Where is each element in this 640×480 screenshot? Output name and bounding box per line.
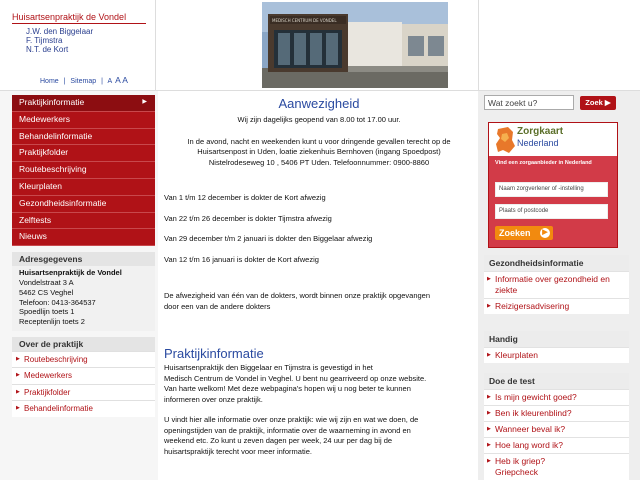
menu-item-medewerkers[interactable]: Medewerkers bbox=[12, 112, 155, 129]
menu-item-nieuws[interactable]: Nieuws bbox=[12, 229, 155, 246]
doctor-name: N.T. de Kort bbox=[26, 45, 69, 54]
test-item[interactable]: ▶ Wanneer beval ik? bbox=[484, 421, 629, 437]
main-content bbox=[164, 95, 474, 457]
sitemap-link[interactable]: Sitemap bbox=[70, 78, 97, 85]
netherlands-map-icon bbox=[494, 126, 516, 154]
intro-text: Van harte welkom! Met deze webpagina's hopen wij u nog beter te kunnen bbox=[164, 384, 411, 393]
home-link[interactable]: Home bbox=[40, 78, 59, 85]
bullet-icon: ▶ bbox=[487, 352, 491, 358]
menu-item-praktijkfolder[interactable]: Praktijkfolder bbox=[12, 145, 155, 162]
practice-name: Huisartsenpraktijk de Vondel bbox=[12, 12, 146, 24]
over-item-behandelinformatie[interactable]: ▶ Behandelinformatie bbox=[12, 400, 155, 416]
building-photo bbox=[262, 2, 448, 88]
bullet-icon: ▶ bbox=[16, 355, 20, 362]
absence-line: Van 22 t/m 26 december is dokter Tijmstra afwezig bbox=[164, 213, 332, 223]
chevron-right-icon: ▶ bbox=[604, 98, 611, 107]
handig-item[interactable]: ▶ Kleurplaten bbox=[484, 347, 629, 363]
test-item[interactable]: ▶ Is mijn gewicht goed? bbox=[484, 389, 629, 405]
header-divider bbox=[155, 0, 156, 90]
zorgkaart-widget bbox=[488, 122, 618, 248]
info-text: openingstijden van de praktijk, informatie over de waarneming in avond en bbox=[164, 425, 411, 435]
menu-item-kleurplaten[interactable]: Kleurplaten bbox=[12, 179, 155, 196]
practice-logo[interactable] bbox=[12, 12, 146, 68]
bullet-icon: ▶ bbox=[487, 410, 491, 416]
bullet-icon: ▶ bbox=[487, 303, 491, 309]
right-column bbox=[484, 95, 629, 477]
doctor-name: F. Tijmstra bbox=[26, 36, 63, 45]
bullet-icon: ▶ bbox=[487, 276, 491, 282]
bullet-icon: ▶ bbox=[487, 458, 491, 464]
menu-item-gezondheidsinformatie[interactable]: Gezondheidsinformatie bbox=[12, 196, 155, 213]
test-box bbox=[484, 373, 629, 480]
address-title: Adresgegevens bbox=[12, 252, 155, 266]
test-item[interactable]: ▶ Ben ik kleurenblind? bbox=[484, 405, 629, 421]
chevron-right-icon: ▶ bbox=[142, 99, 147, 105]
main-menu bbox=[12, 95, 155, 246]
bullet-icon: ▶ bbox=[16, 405, 20, 412]
site-header bbox=[0, 0, 640, 91]
text-size-large[interactable]: A A bbox=[115, 75, 128, 85]
over-item-routebeschrijving[interactable]: ▶ Routebeschrijving bbox=[12, 351, 155, 367]
info-text: weekend etc. Zo kunt u zeven dagen per week, 24 uur per dag bij de bbox=[164, 436, 393, 445]
over-item-medewerkers[interactable]: ▶ Medewerkers bbox=[12, 367, 155, 383]
photo-sign: MEDISCH CENTRUM DE VONDEL bbox=[272, 18, 337, 23]
gezondheid-title: Gezondheidsinformatie bbox=[484, 255, 629, 271]
header-divider bbox=[478, 0, 479, 90]
absence-line: Van 1 t/m 12 december is dokter de Kort afwezig bbox=[164, 193, 326, 202]
evening-line: Huisartsenpost in Uden, loatie ziekenhuis Bernhoven (ingang Spoedpost) bbox=[197, 147, 441, 156]
zoeken-button[interactable]: Zoeken ▶ bbox=[495, 226, 553, 240]
bullet-icon: ▶ bbox=[16, 388, 20, 395]
test-item[interactable]: ▶ Heb ik griep? Griepcheck bbox=[484, 453, 629, 480]
info-text: U vindt hier alle informatie over onze praktijk: wie wij zijn en wat we doen, de bbox=[164, 415, 419, 424]
menu-item-routebeschrijving[interactable]: Routebeschrijving bbox=[12, 162, 155, 179]
handig-title: Handig bbox=[484, 331, 629, 347]
over-praktijk-title: Over de praktijk bbox=[12, 337, 155, 351]
handig-box bbox=[484, 331, 629, 363]
absence-note: De afwezigheid van één van de dokters, wordt binnen onze praktijk opgevangen bbox=[164, 291, 431, 300]
section-title: Praktijkinformatie bbox=[164, 346, 264, 361]
menu-item-praktijkinformatie[interactable]: Praktijkinformatie ▶ bbox=[12, 95, 155, 112]
test-title: Doe de test bbox=[484, 373, 629, 389]
absence-line: Van 12 t/m 16 januari is dokter de Kort afwezig bbox=[164, 254, 319, 264]
intro-text: Medisch Centrum de Vondel in Veghel. U bent nu gearriveerd op onze website. bbox=[164, 373, 427, 383]
gezondheid-box bbox=[484, 255, 629, 314]
intro-text: informeren over onze praktijk. bbox=[164, 394, 263, 404]
absence-line: Van 29 december t/m 2 januari is dokter den Biggelaar afwezig bbox=[164, 234, 373, 243]
search-button[interactable]: Zoek ▶ bbox=[580, 96, 616, 110]
test-item[interactable]: ▶ Hoe lang word ik? bbox=[484, 437, 629, 453]
zorgkaart-logo[interactable]: Zorgkaart Nederland bbox=[489, 123, 617, 156]
bullet-icon: ▶ bbox=[487, 442, 491, 448]
bullet-icon: ▶ bbox=[16, 372, 20, 379]
zorgverlener-input[interactable]: Naam zorgverlener of -instelling bbox=[495, 182, 608, 197]
evening-line: Nistelrodeseweg 10 , 5406 PT Uden. Telefoonnummer: 0900-8860 bbox=[208, 157, 430, 167]
absence-note: door een van de andere dokters bbox=[164, 301, 271, 311]
gezondheid-item[interactable]: ▶ Reizigersadvisering bbox=[484, 298, 629, 314]
arrow-right-icon: ▶ bbox=[540, 228, 550, 238]
zorgkaart-description: Vind een zorgaanbieder in Nederland bbox=[495, 160, 592, 166]
doctor-name: J.W. den Biggelaar bbox=[26, 27, 94, 36]
postcode-input[interactable]: Plaats of postcode bbox=[495, 204, 608, 219]
menu-item-behandelinformatie[interactable]: Behandelinformatie bbox=[12, 129, 155, 146]
menu-item-zelftests[interactable]: Zelftests bbox=[12, 213, 155, 230]
evening-line: In de avond, nacht en weekenden kunt u voor dringende gevallen terecht op de bbox=[187, 136, 451, 146]
address-lines: Huisartsenpraktijk de Vondel Vondelstraat 3 A 5462 CS Veghel Telefoon: 0413-364537 Spoedlijn toets 1 Receptenlijn toets 2 bbox=[19, 268, 122, 327]
search-input[interactable]: Wat zoekt u? bbox=[484, 95, 574, 110]
address-box bbox=[12, 252, 155, 331]
info-text: huisartspraktijk terecht voor meer informatie. bbox=[164, 446, 312, 456]
gezondheid-item[interactable]: ▶ Informatie over gezondheid en ziekte bbox=[484, 271, 629, 298]
text-size-small[interactable]: A bbox=[107, 78, 113, 85]
bullet-icon: ▶ bbox=[487, 394, 491, 400]
header-links: Home | Sitemap | A A A bbox=[40, 75, 128, 85]
left-column bbox=[12, 95, 155, 417]
bullet-icon: ▶ bbox=[487, 426, 491, 432]
over-item-praktijkfolder[interactable]: ▶ Praktijkfolder bbox=[12, 384, 155, 400]
page-title: Aanwezigheid bbox=[278, 96, 360, 111]
intro-text: Huisartsenpraktijk den Biggelaar en Tijmstra is gevestigd in het bbox=[164, 363, 373, 372]
opening-hours: Wij zijn dagelijks geopend van 8.00 tot 17.00 uur. bbox=[237, 115, 401, 124]
over-praktijk-box bbox=[12, 337, 155, 417]
